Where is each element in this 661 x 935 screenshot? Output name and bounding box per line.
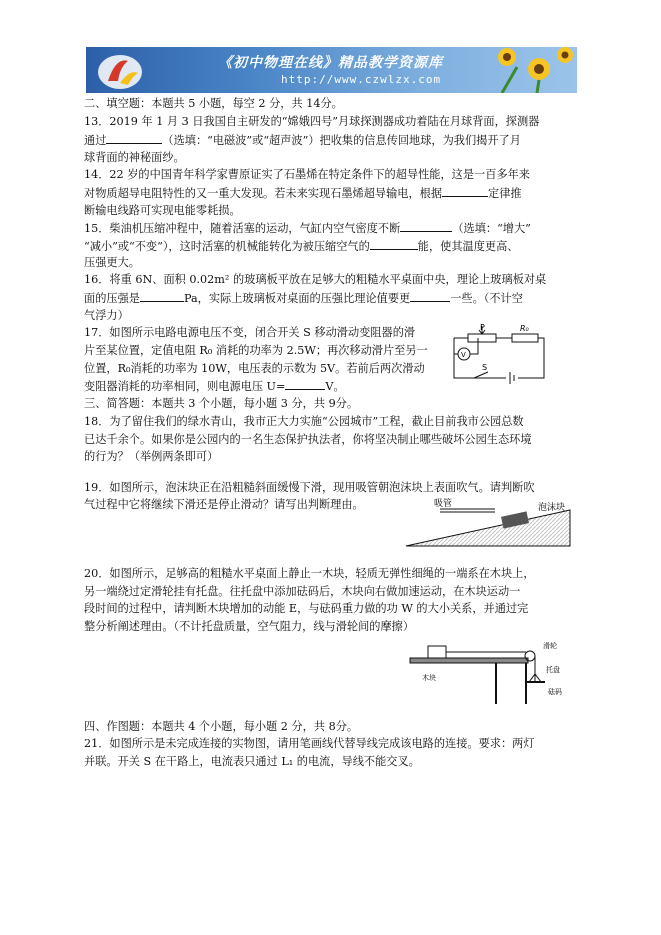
q14-line-2	[84, 185, 522, 202]
q19-line-1: 19．如图所示，泡沫块正在沿粗糙斜面缓慢下滑，现用吸管朝泡沫块上表面吹气。请判断吹	[84, 481, 535, 494]
q17-line-3: 位置，R₀消耗的功率为 10W，电压表的示数为 5V。若前后两次滑动	[84, 362, 425, 375]
q15-text: 15．柴油机压缩冲程中，随着活塞的运动，气缸内空气密度不断	[84, 222, 401, 235]
q17-line-4	[84, 378, 345, 395]
slope-diagram	[400, 498, 575, 550]
q14-answer-blank	[442, 185, 488, 197]
q20-line-4: 整分析阐述理由。（不计托盘质量，空气阻力，线与滑轮间的摩擦）	[84, 620, 415, 633]
section-4-heading: 四、作图题：本题共 4 个小题，每小题 2 分，共 8分。	[84, 720, 359, 733]
q15-option: （选填：“增大”	[452, 222, 531, 235]
q14-text: 对物质超导电阻特性的又一重大发现。若未来实现石墨烯超导输电，根据	[84, 187, 443, 200]
q18-line-2: 已达千余个。如果你是公园内的一名生态保护执法者，你将坚决制止哪些破坏公园生态环境	[84, 433, 532, 446]
q15-tail: 能，使其温度更高、	[417, 240, 519, 253]
pulley-diagram	[408, 638, 578, 708]
pulley-label-block: 木块	[422, 674, 436, 682]
q16-line-1: 16．将重 6N、面积 0.02m² 的玻璃板平放在足够大的粗糙水平桌面中央，理论上玻璃板对桌	[84, 273, 547, 286]
slope-label-foam: 泡沫块	[538, 503, 566, 513]
q13-tail: （选填：“电磁波”或“超声波”）把收集的信息传回地球，为我们揭开了月	[162, 134, 521, 147]
q15-line-3: 压强更大。	[84, 256, 140, 269]
q18-line-1: 18．为了留住我们的绿水青山，我市正大力实施“公园城市”工程，截止目前我市公园总数	[84, 415, 524, 428]
q13-line-1: 13．2019 年 1 月 3 日我国自主研发的“嫦娥四号”月球探测器成功着陆在月球背面，探测器	[84, 115, 540, 128]
q15-text-2: “减小”或“不变”），这时活塞的机械能转化为被压缩空气的	[84, 240, 370, 253]
banner-title: 《初中物理在线》精品教学资源库	[218, 55, 443, 71]
q14-line-1: 14．22 岁的中国青年科学家曹原证实了石墨烯在特定条件下的超导性能，这是一百多年来	[84, 168, 530, 181]
q20-line-3: 段时间的过程中，请判断木块增加的动能 E，与砝码重力做的功 W 的大小关系，并通过完	[84, 602, 529, 615]
q21-line-2: 并联。开关 S 在干路上，电流表只通过 L₁ 的电流，导线不能交叉。	[84, 755, 420, 768]
q13-prefix: 通过	[84, 134, 107, 147]
q14-tail: 定律推	[488, 187, 522, 200]
circuit-label-s: S	[482, 363, 488, 372]
sunflower-decoration	[477, 47, 577, 93]
q16-line-3: 气浮力）	[84, 309, 129, 322]
q15-line-1	[84, 220, 531, 237]
header-banner	[86, 47, 577, 93]
q16-text: 面的压强是	[84, 292, 140, 305]
q17-line-2: 片至某位置，定值电阻 R₀ 消耗的功率为 2.5W；再次移动滑片至另一	[84, 344, 428, 357]
section-3-heading: 三、简答题：本题共 3 个小题，每小题 3 分，共 9分。	[84, 397, 359, 410]
logo-icon	[90, 47, 160, 93]
q20-line-2: 另一端绕过定滑轮挂有托盘。往托盘中添加砝码后，木块向右做加速运动，在木块运动一	[84, 585, 521, 598]
q17-answer-blank	[285, 378, 325, 390]
q17-line-1: 17．如图所示电路电源电压不变，闭合开关 S 移动滑动变阻器的滑	[84, 326, 416, 339]
q17-text: 变阻器消耗的功率相同，则电源电压 U=	[84, 380, 286, 393]
q13-answer-blank	[106, 132, 162, 144]
pulley-label-pulley: 滑轮	[543, 642, 557, 650]
q16-answer-blank-1	[140, 290, 184, 302]
circuit-label-v: V	[461, 351, 466, 359]
banner-url: http://www.czwlzx.com	[281, 73, 442, 86]
q13-line-3: 球背面的神秘面纱。	[84, 151, 185, 164]
pulley-label-tray: 托盘	[546, 666, 560, 674]
circuit-diagram	[448, 320, 548, 388]
q16-line-2	[84, 290, 523, 307]
q16-tail: 一些。（不计空	[450, 292, 523, 305]
q19-line-2: 气过程中它将继续下滑还是停止滑动？请写出判断理由。	[84, 498, 364, 511]
circuit-label-p: P	[480, 323, 485, 332]
q15-answer-blank-1	[400, 220, 452, 232]
q15-answer-blank-2	[370, 238, 418, 250]
q18-line-3: 的行为？（举例两条即可）	[84, 450, 219, 463]
q14-line-3: 断输电线路可实现电能零耗损。	[84, 204, 241, 217]
q16-mid: Pa，实际上玻璃板对桌面的压强比理论值要更	[183, 292, 411, 305]
q13-line-2	[84, 132, 521, 149]
q21-line-1: 21．如图所示是未完成连接的实物图，请用笔画线代替导线完成该电路的连接。要求：两灯	[84, 737, 535, 750]
slope-label-straw: 吸管	[434, 499, 453, 509]
pulley-label-weight: 砝码	[548, 688, 562, 696]
circuit-label-r0: R₀	[520, 324, 529, 333]
q16-answer-blank-2	[410, 290, 450, 302]
q15-line-2	[84, 238, 518, 255]
q17-unit: V。	[325, 380, 345, 393]
q20-line-1: 20．如图所示，足够高的粗糙水平桌面上静止一木块，轻质无弹性细绳的一端系在木块上，	[84, 567, 535, 580]
section-2-heading: 二、填空题：本题共 5 小题，每空 2 分，共 14分。	[84, 97, 343, 110]
